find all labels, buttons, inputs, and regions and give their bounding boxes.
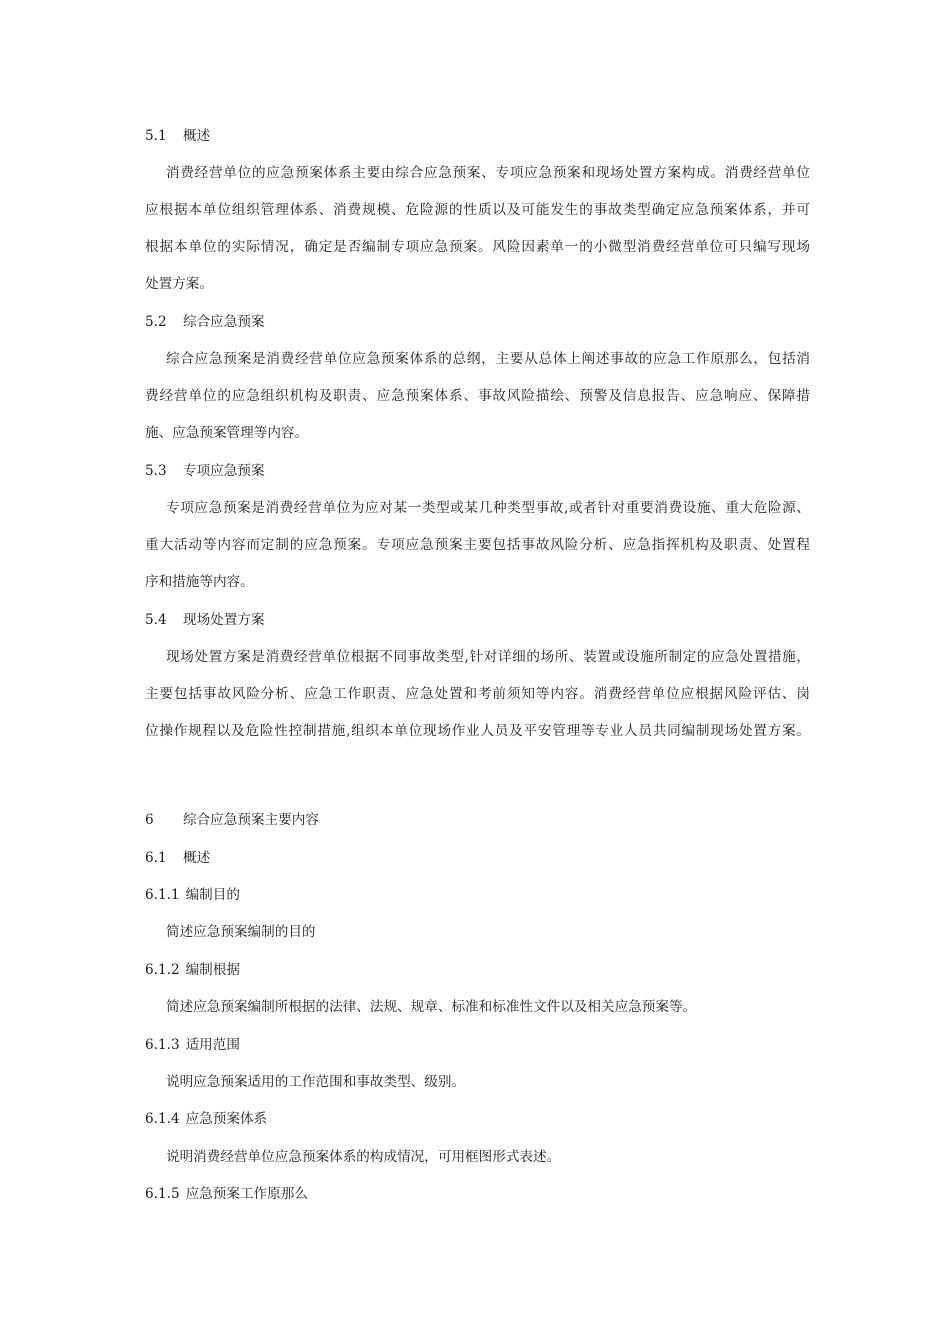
section-heading-6-1-1 <box>145 885 810 905</box>
section-number: 6.1.1 <box>145 887 180 903</box>
section-number: 6.1.4 <box>145 1111 180 1127</box>
paragraph-line: 消费经营单位的应急预案体系主要由综合应急预案、专项应急预案和现场处置方案构成。消费经营单位 <box>166 165 810 181</box>
paragraph-line: 应根据本单位组织管理体系、消费规模、危险源的性质以及可能发生的事故类型确定应急预案体系，并可 <box>145 202 810 218</box>
section-heading-6-1-5 <box>145 1184 810 1204</box>
paragraph-line: 处置方案。 <box>145 276 213 292</box>
section-title: 应急预案工作原那么 <box>185 1186 308 1202</box>
section-heading-5-1 <box>145 126 810 146</box>
section-number: 6.1.3 <box>145 1037 180 1053</box>
paragraph-line: 现场处置方案是消费经营单位根据不同事故类型,针对详细的场所、装置或设施所制定的应急处置措施， <box>166 649 810 665</box>
section-heading-5-2 <box>145 312 810 332</box>
section-title: 专项应急预案 <box>183 463 265 479</box>
paragraph-line: 主要包括事故风险分析、应急工作职责、应急处置和考前须知等内容。消费经营单位应根据风险评估、岗 <box>145 686 810 702</box>
section-heading-5-3 <box>145 461 810 481</box>
section-heading-6-1-3 <box>145 1035 810 1055</box>
section-heading-6-1-4 <box>145 1109 810 1129</box>
paragraph-line: 重大活动等内容而定制的应急预案。专项应急预案主要包括事故风险分析、应急指挥机构及职责、处置程 <box>145 537 810 553</box>
section-number: 5.2 <box>145 314 167 330</box>
section-title: 概述 <box>183 850 211 866</box>
paragraph-line: 综合应急预案是消费经营单位应急预案体系的总纲，主要从总体上阐述事故的应急工作原那么，包括消 <box>166 351 810 367</box>
paragraph-line: 位操作规程以及危险性控制措施,组织本单位现场作业人员及平安管理等专业人员共同编制现场处置方案。 <box>145 723 810 739</box>
paragraph-line: 根据本单位的实际情况，确定是否编制专项应急预案。风险因素单一的小微型消费经营单位可只编写现场 <box>145 239 810 255</box>
section-title: 编制目的 <box>185 887 240 903</box>
paragraph-line: 简述应急预案编制所根据的法律、法规、规章、标准和标准性文件以及相关应急预案等。 <box>166 999 697 1015</box>
section-title: 概述 <box>183 128 211 144</box>
section-title: 现场处置方案 <box>183 612 265 628</box>
section-title: 综合应急预案 <box>183 314 265 330</box>
paragraph-line: 费经营单位的应急组织机构及职责、应急预案体系、事故风险描绘、预警及信息报告、应急响应、保障措 <box>145 388 810 404</box>
section-number: 5.3 <box>145 463 167 479</box>
section-title: 综合应急预案主要内容 <box>183 812 319 828</box>
section-number: 6.1.2 <box>145 962 180 978</box>
section-number: 6 <box>145 812 154 828</box>
section-number: 5.1 <box>145 128 167 144</box>
section-heading-6-1 <box>145 848 810 868</box>
paragraph-line: 说明消费经营单位应急预案体系的构成情况，可用框图形式表述。 <box>166 1149 561 1165</box>
section-title: 编制根据 <box>185 962 240 978</box>
section-number: 5.4 <box>145 612 167 628</box>
section-title: 适用范围 <box>185 1037 240 1053</box>
section-number: 6.1.5 <box>145 1186 180 1202</box>
section-title: 应急预案体系 <box>185 1111 268 1127</box>
paragraph-line: 序和措施等内容。 <box>145 574 254 590</box>
paragraph-line: 专项应急预案是消费经营单位为应对某一类型或某几种类型事故,或者针对重要消费设施、重大危险源、 <box>166 500 810 516</box>
paragraph-line: 施、应急预案管理等内容。 <box>145 425 309 441</box>
section-heading-6-1-2 <box>145 960 810 980</box>
paragraph-line: 简述应急预案编制的目的 <box>166 924 316 940</box>
section-heading-5-4 <box>145 610 810 630</box>
section-heading-6 <box>145 810 810 830</box>
section-number: 6.1 <box>145 850 167 866</box>
paragraph-line: 说明应急预案适用的工作范围和事故类型、级别。 <box>166 1074 466 1090</box>
